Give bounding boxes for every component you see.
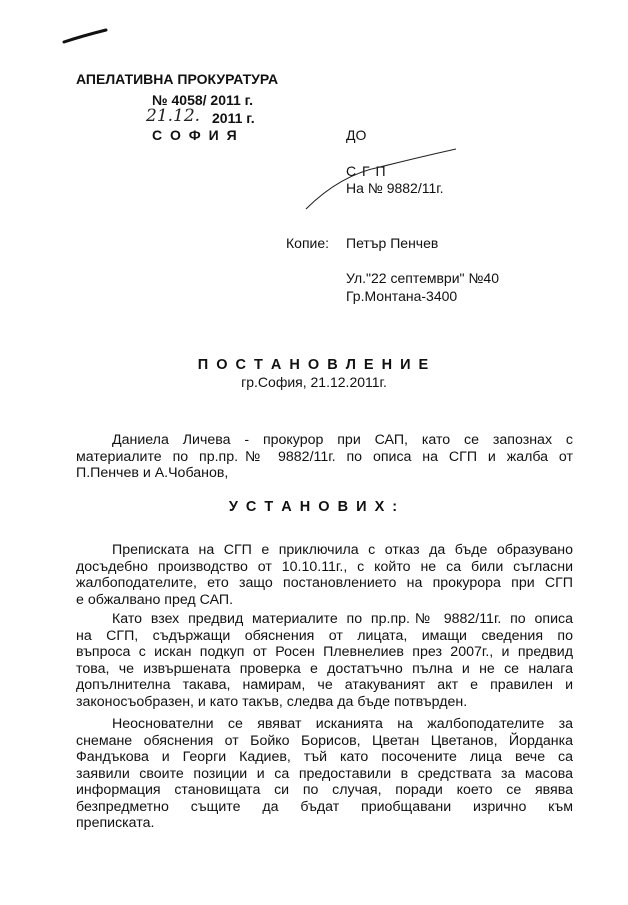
body-line: Фандъкова и Георги Кадиев, тъй като посочените лица вече са: [76, 749, 573, 765]
copies-address-line2: Гр.Монтана-3400: [346, 288, 458, 304]
pen-mark: [62, 26, 110, 46]
copies-name: Петър Пенчев: [346, 235, 439, 251]
body-line: Неоснователни се явяват исканията на жалбоподателите за: [112, 716, 573, 732]
pen-stroke: [300, 145, 460, 215]
body-line: на СГП, съдържащи обяснения от лицата, имащи сведения по: [76, 627, 573, 644]
body-line: допълнителна такава, намирам, че атакуваният акт е правилен и: [76, 677, 573, 693]
body-line: жалбоподателите, ето защо постановлението на прокурора при СГП: [76, 575, 573, 591]
recipient-name: С Г П: [346, 163, 387, 179]
body-line: досъдебно производство от 10.10.11г., с който не са били съгласни: [76, 558, 573, 575]
body-line: безпредметно същите да бъдат приобщавани изрично към: [76, 798, 573, 815]
body-line: е обжалвано пред САП.: [76, 591, 234, 608]
handwritten-date: 21.12.: [146, 106, 201, 126]
office-name: АПЕЛАТИВНА ПРОКУРАТУРА: [76, 71, 279, 87]
recipient-to: ДО: [346, 127, 367, 143]
body-paragraph-1: [76, 542, 573, 608]
body-paragraph-3: [76, 716, 573, 832]
body-line: преписката.: [76, 815, 155, 831]
body-line: това, че извършената проверка е достатъчно пълна и не се налага: [76, 660, 573, 677]
established-heading: У С Т А Н О В И Х :: [228, 499, 400, 515]
body-line: законосъобразен, и като такъв, следва да бъде потвърден.: [76, 693, 468, 710]
copies-address-line1: Ул."22 септември" №40: [346, 270, 499, 286]
body-line: Преписката на СГП е приключила с отказ да бъде образувано: [112, 542, 573, 558]
intro-line: Даниела Личева - прокурор при САП, като се запознах с: [112, 432, 573, 448]
document-year: 2011 г.: [212, 110, 255, 126]
intro-line: материалите по пр.пр.№ 9882/11г. по описа на СГП и жалба от: [76, 448, 573, 465]
recipient-reference: На № 9882/11г.: [346, 180, 444, 196]
intro-paragraph: [76, 432, 573, 482]
document-subtitle: гр.София, 21.12.2011г.: [241, 374, 387, 390]
body-line: заявили своите позиции и са предоставили в средствата за масова: [76, 765, 573, 782]
body-line: въпроса с искан подкуп от Росен Плевнелиев през 2007г., и предвид: [76, 644, 573, 660]
copies-label: Копие:: [286, 235, 330, 251]
body-line: Като взех предвид материалите по пр.пр.№ 9882/11г. по описа: [112, 611, 573, 627]
city: С О Ф И Я: [152, 127, 239, 143]
body-line: информация становищата си по случая, поради което се явява: [76, 782, 573, 798]
intro-line: П.Пенчев и А.Чобанов,: [76, 465, 229, 481]
body-paragraph-2: [76, 611, 573, 710]
document-number: № 4058/ 2011 г.: [152, 92, 254, 108]
document-title: П О С Т А Н О В Л Е Н И Е: [197, 357, 431, 373]
body-line: снемане обяснения от Бойко Борисов, Цветан Цветанов, Йорданка: [76, 732, 573, 749]
